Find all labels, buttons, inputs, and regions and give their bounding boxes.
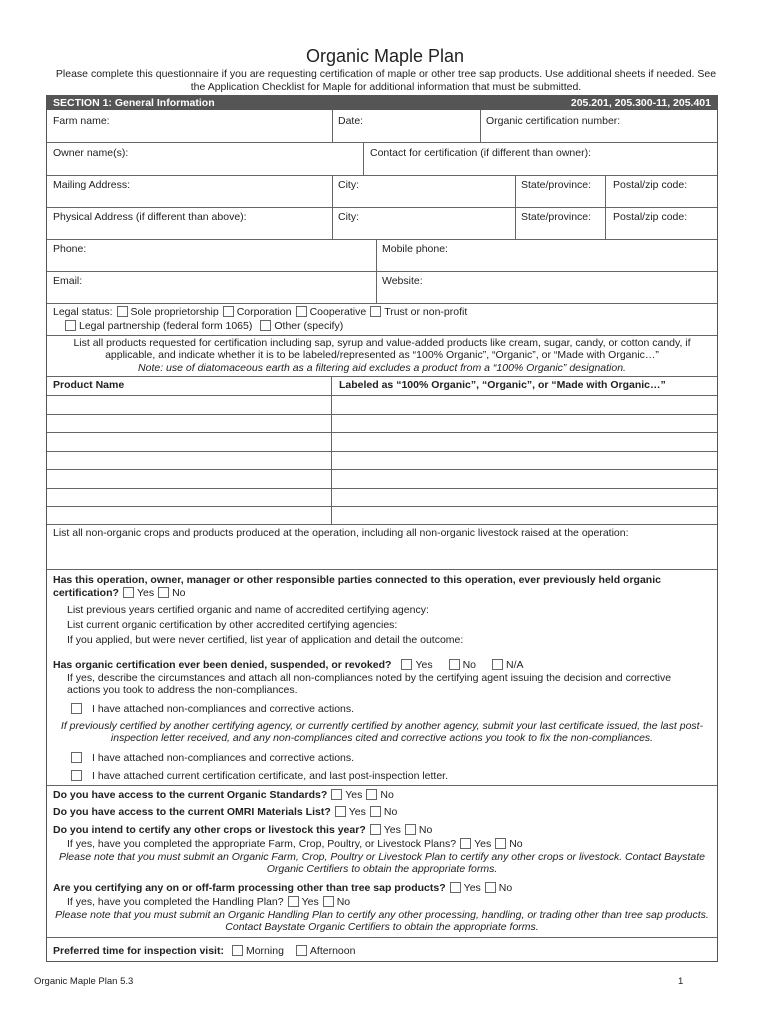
no-label: No xyxy=(462,659,477,671)
no-label: No xyxy=(383,806,398,818)
mobile-phone-field[interactable]: Mobile phone: xyxy=(382,243,448,255)
prior-cert-note: If previously certified by another certifying agency, or currently certified by another agency, submit your last certificate issued, the last post-inspection letter received, and any non-compliances cited and corrective actions you took to fix the non-compliances. xyxy=(60,720,704,744)
footer-title: Organic Maple Plan 5.3 xyxy=(34,976,134,987)
inspection-question: Preferred time for inspection visit: xyxy=(53,945,224,957)
access-standards-row xyxy=(53,789,394,801)
other-crops-sub-row xyxy=(67,838,523,850)
non-organic-field[interactable]: List all non-organic crops and products produced at the operation, including all non-organic livestock raised at the operation: xyxy=(53,527,629,539)
handling-sub: If yes, have you completed the Handling Plan? xyxy=(67,896,284,908)
checkbox-trust[interactable] xyxy=(370,306,381,317)
standards-yes-checkbox[interactable] xyxy=(331,789,342,800)
physical-postal-field[interactable]: Postal/zip code: xyxy=(613,211,688,223)
denied-attach-2-row xyxy=(67,752,354,764)
history-sub-2[interactable]: List current organic certification by other accredited certifying agencies: xyxy=(67,619,398,631)
contact-field[interactable]: Contact for certification (if different than owner): xyxy=(370,147,591,159)
history-question-cont: certification? xyxy=(53,587,119,599)
denied-sub: If yes, describe the circumstances and attach all non-compliances noted by the certifying agent issuing the decision and corrective actions you took to address the non-compliances. xyxy=(67,672,672,696)
other-crops-note: Please note that you must submit an Organic Farm, Crop, Poultry or Livestock Plan to certify any other crops or livestock. Contact Baystate Organic Certifiers to obtain the appropriate forms. xyxy=(58,851,706,875)
attach-2-checkbox[interactable] xyxy=(71,752,82,763)
divider xyxy=(47,142,717,143)
afternoon-label: Afternoon xyxy=(309,945,356,957)
mailing-city-field[interactable]: City: xyxy=(338,179,359,191)
plans-no-checkbox[interactable] xyxy=(495,838,506,849)
other-crops-row xyxy=(53,824,432,836)
yes-label: Yes xyxy=(136,587,155,599)
checkbox-cooperative[interactable] xyxy=(296,306,307,317)
cert-number-field[interactable]: Organic certification number: xyxy=(486,115,621,127)
divider xyxy=(332,110,333,142)
table-row[interactable] xyxy=(47,451,717,452)
no-label: No xyxy=(418,824,433,836)
phone-field[interactable]: Phone: xyxy=(53,243,87,255)
farm-name-field[interactable]: Farm name: xyxy=(53,115,110,127)
table-row[interactable] xyxy=(47,524,717,525)
yes-label: Yes xyxy=(415,659,433,671)
omri-yes-checkbox[interactable] xyxy=(335,806,346,817)
divider xyxy=(47,376,717,377)
processing-yes-checkbox[interactable] xyxy=(450,882,461,893)
divider xyxy=(47,335,717,336)
option-label: Corporation xyxy=(236,306,292,318)
denied-question: Has organic certification ever been denied, suspended, or revoked? xyxy=(53,659,392,671)
section-1-title: SECTION 1: General Information xyxy=(53,97,215,109)
product-name-header: Product Name xyxy=(53,379,125,391)
table-row[interactable] xyxy=(47,506,717,507)
history-question: Has this operation, owner, manager or other responsible parties connected to this operation, ever previously held organic xyxy=(53,574,661,586)
handling-no-checkbox[interactable] xyxy=(323,896,334,907)
checkbox-other[interactable] xyxy=(260,320,271,331)
option-label: Legal partnership (federal form 1065) xyxy=(79,320,253,332)
yes-label: Yes xyxy=(463,882,481,894)
processing-no-checkbox[interactable] xyxy=(485,882,496,893)
attach-3-label: I have attached current certification certificate, and last post-inspection letter. xyxy=(92,770,449,782)
omri-no-checkbox[interactable] xyxy=(370,806,381,817)
products-instructions: List all products requested for certification including sap, syrup and value-added products like cream, sugar, candy, or cotton candy, if applicable, and indicate whether it is to be labeled/represented as “100% Organic”, “Organic”, or “Made with Organic…” xyxy=(73,337,691,361)
physical-address-field[interactable]: Physical Address (if different than above): xyxy=(53,211,247,223)
page-title: Organic Maple Plan xyxy=(305,46,465,66)
afternoon-checkbox[interactable] xyxy=(296,945,307,956)
divider xyxy=(331,376,332,524)
divider xyxy=(47,937,717,938)
denied-attach-1-row xyxy=(67,703,354,715)
access-omri-row xyxy=(53,806,397,818)
section-1-regs: 205.201, 205.300-11, 205.401 xyxy=(570,97,711,109)
date-field[interactable]: Date: xyxy=(338,115,364,127)
physical-city-field[interactable]: City: xyxy=(338,211,359,223)
attach-1-label: I have attached non-compliances and corrective actions. xyxy=(92,703,355,715)
table-row[interactable] xyxy=(47,432,717,433)
legal-status-row-2 xyxy=(61,320,343,332)
no-label: No xyxy=(509,838,523,850)
legal-status-label: Legal status: xyxy=(53,306,113,318)
intro-text: Please complete this questionnaire if you are requesting certification of maple or other tree sap products. Use additional sheets if needed. See the Application Checklist for Maple for additional information that must be submitted. xyxy=(55,68,717,93)
divider xyxy=(363,142,364,175)
access-omri-question: Do you have access to the current OMRI Materials List? xyxy=(53,806,331,818)
physical-state-field[interactable]: State/province: xyxy=(521,211,592,223)
crops-yes-checkbox[interactable] xyxy=(370,824,381,835)
email-field[interactable]: Email: xyxy=(53,275,83,287)
yes-label: Yes xyxy=(345,789,363,801)
other-crops-question: Do you intend to certify any other crops or livestock this year? xyxy=(53,824,366,836)
divider xyxy=(47,175,717,176)
handling-yes-checkbox[interactable] xyxy=(288,896,299,907)
yes-label: Yes xyxy=(301,896,319,908)
yes-label: Yes xyxy=(383,824,401,836)
morning-checkbox[interactable] xyxy=(232,945,243,956)
checkbox-legal-partnership[interactable] xyxy=(65,320,76,331)
processing-row xyxy=(53,882,512,894)
denied-attach-3-row xyxy=(67,770,448,782)
divider xyxy=(47,271,717,272)
website-field[interactable]: Website: xyxy=(382,275,423,287)
section-1-header xyxy=(47,96,717,110)
labeled-as-header: Labeled as “100% Organic”, “Organic”, or “Made with Organic…” xyxy=(339,379,666,391)
option-label: Sole proprietorship xyxy=(130,306,219,318)
attach-2-label: I have attached non-compliances and corrective actions. xyxy=(92,752,355,764)
standards-no-checkbox[interactable] xyxy=(366,789,377,800)
plans-yes-checkbox[interactable] xyxy=(460,838,471,849)
processing-question: Are you certifying any on or off-farm processing other than tree sap products? xyxy=(53,882,446,894)
divider xyxy=(47,395,717,396)
divider xyxy=(480,110,481,142)
history-sub-3[interactable]: If you applied, but were never certified, list year of application and detail the outcome: xyxy=(67,634,464,646)
products-note: Note: use of diatomaceous earth as a filtering aid excludes a product from a “100% Organic” designation. xyxy=(138,362,626,374)
processing-note: Please note that you must submit an Organic Handling Plan to certify any other processing, handling, or trading other than tree sap products. Contact Baystate Organic Certifiers to obtain the appropriate forms. xyxy=(55,909,709,933)
table-row[interactable] xyxy=(47,469,717,470)
denied-na-checkbox[interactable] xyxy=(492,659,503,670)
mailing-address-field[interactable]: Mailing Address: xyxy=(53,179,131,191)
history-answers xyxy=(53,587,186,599)
no-label: No xyxy=(380,789,394,801)
denied-row xyxy=(53,659,524,671)
no-label: No xyxy=(498,882,513,894)
divider xyxy=(47,239,717,240)
na-label: N/A xyxy=(506,659,524,671)
attach-3-checkbox[interactable] xyxy=(71,770,82,781)
no-label: No xyxy=(336,896,351,908)
owner-name-field[interactable]: Owner name(s): xyxy=(53,147,129,159)
option-label: Other (specify) xyxy=(274,320,344,332)
no-label: No xyxy=(172,587,186,599)
attach-1-checkbox[interactable] xyxy=(71,703,82,714)
history-yes-checkbox[interactable] xyxy=(123,587,134,598)
other-crops-sub: If yes, have you completed the appropriate Farm, Crop, Poultry, or Livestock Plans? xyxy=(67,838,457,850)
divider xyxy=(47,785,717,786)
mailing-postal-field[interactable]: Postal/zip code: xyxy=(613,179,688,191)
yes-label: Yes xyxy=(348,806,366,818)
divider xyxy=(47,303,717,304)
yes-label: Yes xyxy=(474,838,492,850)
denied-no-checkbox[interactable] xyxy=(449,659,460,670)
mailing-state-field[interactable]: State/province: xyxy=(521,179,592,191)
table-row[interactable] xyxy=(47,488,717,489)
crops-no-checkbox[interactable] xyxy=(405,824,416,835)
checkbox-sole-proprietorship[interactable] xyxy=(117,306,128,317)
inspection-row xyxy=(53,945,355,957)
divider xyxy=(47,207,717,208)
checkbox-corporation[interactable] xyxy=(223,306,234,317)
history-sub-1[interactable]: List previous years certified organic and name of accredited certifying agency: xyxy=(67,604,429,616)
page-number: 1 xyxy=(678,976,684,987)
handling-sub-row xyxy=(67,896,350,908)
legal-status-row xyxy=(53,306,467,318)
divider xyxy=(47,569,717,570)
table-row[interactable] xyxy=(47,414,717,415)
form-frame xyxy=(46,95,718,962)
option-label: Trust or non-profit xyxy=(384,306,468,318)
history-no-checkbox[interactable] xyxy=(158,587,169,598)
morning-label: Morning xyxy=(245,945,284,957)
access-standards-question: Do you have access to the current Organic Standards? xyxy=(53,789,328,801)
option-label: Cooperative xyxy=(309,306,367,318)
denied-yes-checkbox[interactable] xyxy=(401,659,412,670)
